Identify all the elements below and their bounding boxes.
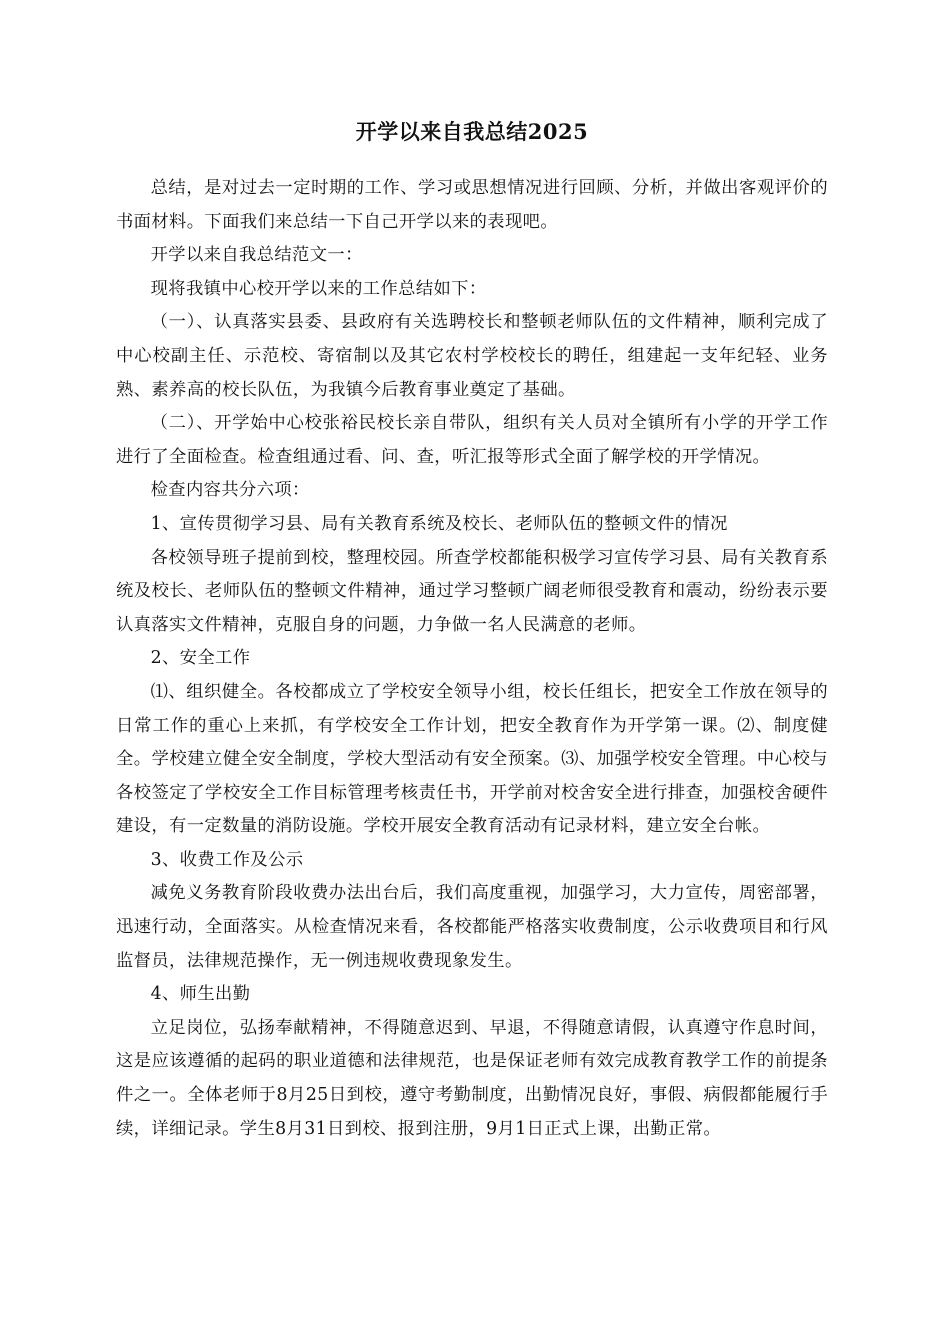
section-heading-4: 4、师生出勤	[150, 984, 251, 1005]
section-heading-1: 1、宣传贯彻学习县、局有关教育系统及校长、老师队伍的整顿文件的情况	[150, 513, 728, 534]
paragraph-sample-heading: 开学以来自我总结范文一：	[150, 245, 363, 266]
paragraph-section-3: 减免义务教育阶段收费办法出台后，我们高度重视，加强学习，大力宣传，周密部署，迅速行动，全面落实。从检查情况来看，各校都能严格落实收费制度，公示收费项目和行风监督员，法律规范操作，无一例违规收费现象发生。	[116, 883, 828, 971]
paragraph-section-4: 立足岗位，弘扬奉献精神，不得随意迟到、早退，不得随意请假，认真遵守作息时间，这是应该遵循的起码的职业道德和法律规范，也是保证老师有效完成教育教学工作的前提条件之一。全体老师于8月25日到校，遵守考勤制度，出勤情况良好，事假、病假都能履行手续，详细记录。学生8月31日到校、报到注册，9月1日正式上课，出勤正常。	[116, 1017, 828, 1139]
paragraph-item-one: （一）、认真落实县委、县政府有关选聘校长和整顿老师队伍的文件精神，顺利完成了中心校副主任、示范校、寄宿制以及其它农村学校校长的聘任，组建起一支年纪轻、业务熟、素养高的校长队伍，为我镇今后教育事业奠定了基础。	[116, 312, 828, 400]
paragraph-summary-lead: 现将我镇中心校开学以来的工作总结如下：	[150, 278, 487, 299]
document-title: 开学以来自我总结2025	[355, 119, 589, 144]
paragraph-item-two: （二）、开学始中心校张裕民校长亲自带队，组织有关人员对全镇所有小学的开学工作进行了全面检查。检查组通过看、问、查，听汇报等形式全面了解学校的开学情况。	[116, 413, 828, 467]
section-heading-2: 2、安全工作	[150, 648, 251, 669]
paragraph-inspection-heading: 检查内容共分六项：	[150, 480, 310, 501]
section-heading-3: 3、收费工作及公示	[150, 849, 304, 870]
paragraph-section-2: ⑴、组织健全。各校都成立了学校安全领导小组，校长任组长，把安全工作放在领导的日常工作的重心上来抓，有学校安全工作计划，把安全教育作为开学第一课。⑵、制度健全。学校建立健全安全制度，学校大型活动有安全预案。⑶、加强学校安全管理。中心校与各校签定了学校安全工作目标管理考核责任书，开学前对校舍安全进行排查，加强校舍硬件建设，有一定数量的消防设施。学校开展安全教育活动有记录材料，建立安全台帐。	[116, 681, 828, 837]
paragraph-section-1: 各校领导班子提前到校，整理校园。所查学校都能积极学习宣传学习县、局有关教育系统及校长、老师队伍的整顿文件精神，通过学习整顿广阔老师很受教育和震动，纷纷表示要认真落实文件精神，克服自身的问题，力争做一名人民满意的老师。	[116, 547, 828, 635]
paragraph-intro: 总结，是对过去一定时期的工作、学习或思想情况进行回顾、分析，并做出客观评价的书面材料。下面我们来总结一下自己开学以来的表现吧。	[116, 178, 828, 232]
